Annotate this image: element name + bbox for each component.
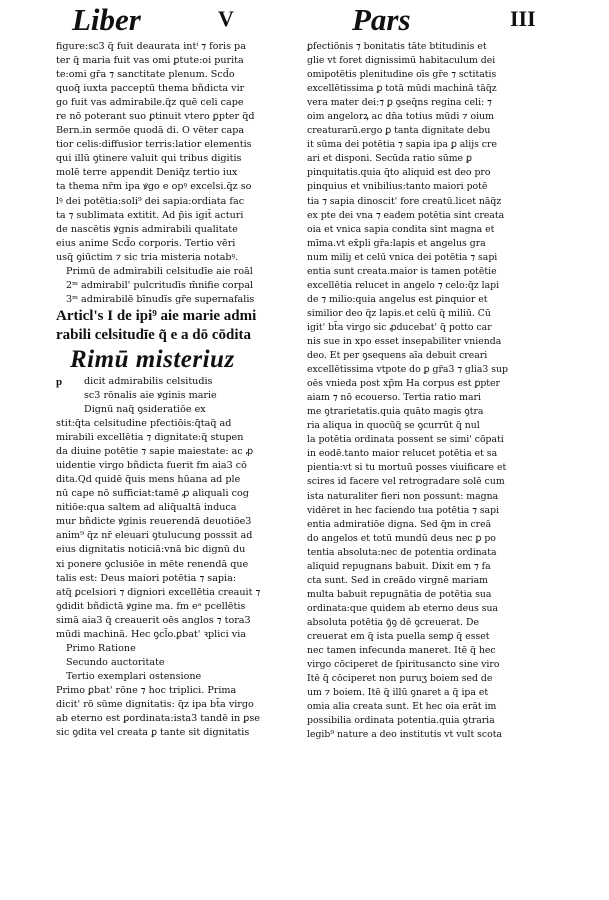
text-line: entia sunt creata.maior is tamen potētie bbox=[307, 265, 497, 277]
text-line: absoluta potētia ꝯ̄ꝯ dē ꝯcreuerat. De bbox=[307, 616, 480, 628]
text-line: mur bñdicte ꝟginis reuerendā deuotiōe3 bbox=[56, 516, 252, 528]
right-paragraph bbox=[307, 40, 575, 756]
text-line: creaturarū.ergo ꝑ tanta dignitate debu bbox=[307, 125, 491, 137]
left-column bbox=[56, 40, 298, 740]
text-line: pientia:vt si tu mortuū posses viuificare et bbox=[307, 462, 507, 474]
text-line: nec tamen infecunda maneret. Itē q̃ hec bbox=[307, 645, 496, 657]
text-line: tentia absoluta:nec de potentia ordinata bbox=[307, 546, 497, 558]
text-line: igit' bt̄a virgo sic ꝓducebat' q̃ potto car bbox=[307, 321, 492, 333]
text-line: mūdi machinā. Hec ꝯcl̃o.ꝑbat' ꝛplici via bbox=[56, 628, 246, 640]
text-line: um ⁊ boiem. Itē q̃ illū ꝯnaret a q̃ ipa et bbox=[307, 687, 489, 699]
text-line: da diuine potētie ⁊ sapie maiestate: ac ꝓ bbox=[56, 446, 254, 458]
text-line: stit:q̃ta celsitudine pfectiōis:q̃taq̃ ad bbox=[56, 418, 232, 430]
text-line: Itē q̃ cōciperet non puruʒ boiem sed de bbox=[307, 673, 493, 685]
text-line: xi ponere ꝯclusiōe in mēte renendā que bbox=[56, 558, 249, 570]
text-line: re nō poterant suo ꝑtinuit vtero ꝑpter q̃d bbox=[56, 111, 255, 123]
running-head-liber: Liber bbox=[72, 2, 141, 37]
text-line: creuerat em q̃ ista puella semꝑ q̃ esset bbox=[307, 630, 490, 642]
text-line: dicit' rō sūme dignitatis: q̃z ipa bt̄a virgo bbox=[56, 698, 254, 710]
text-line: ta ⁊ sublimata extitit. Ad p̄is igit̄ acturi bbox=[56, 209, 244, 221]
text-line: ꝑfectiōnis ⁊ bonitatis tāte btitudinis et bbox=[307, 41, 487, 52]
text-line: ꝯdidit bñdictā ꝟgine ma. fm eᵃ pcellētis bbox=[56, 600, 246, 612]
list-item: Tertio exemplari ostensione bbox=[66, 670, 202, 682]
running-head-book-number: V bbox=[218, 6, 234, 31]
text-line: it sūma dei potētia ⁊ sapia ipa ꝑ alijs cre bbox=[307, 139, 497, 151]
text-line: ter q̃ maria fuit vas omi ꝑtute:oi purita bbox=[56, 55, 244, 67]
list-item: Primo Ratione bbox=[66, 642, 136, 654]
text-line: possibilia ordinata potentia.quia ꝯtraria bbox=[307, 715, 495, 727]
text-line: scires id facere vel retrogradare solē cum bbox=[307, 476, 505, 488]
text-line: talis est: Deus maiori potētia ⁊ sapia: bbox=[56, 572, 237, 584]
text-line: nis sue in xpo esset insepabiliter vnienda bbox=[307, 335, 502, 347]
text-line: excellētia relucet in angelo ⁊ celo:q̃z lapi bbox=[307, 279, 500, 291]
text-line: uidentie virgo bñdicta fuerit fm aia3 cō bbox=[56, 460, 247, 472]
list-item: 3ᵐ admirabilē bīnudīs gr̃e supernafalis bbox=[66, 293, 255, 305]
text-line: lꝰ dei potētia:soli⁹ dei sapia:ordiata fac bbox=[56, 195, 245, 207]
text-line: Primo ꝑbat' rōne ⁊ hoc triplici. Prima bbox=[56, 684, 237, 696]
text-line: omipotētis plenitudine oīs gr̃e ⁊ sctitatis bbox=[307, 69, 497, 81]
text-line: Bern.in sermōe quodā di. O vēter capa bbox=[56, 125, 245, 137]
text-line: te:omi gr̃a ⁊ sanctitate plenum. Scd̃o bbox=[56, 69, 235, 81]
article-heading-line: rabili celsitudīe q̃ e a dō cōdita bbox=[56, 326, 251, 343]
text-line: nitiōe:qua saltem ad aliq̃ualtā induca bbox=[56, 502, 237, 514]
text-line: figure:sc3 q̃ fuit deaurata intⁱ ⁊ foris pa bbox=[56, 41, 246, 52]
text-line: ria aliqua in quocūq̃ se ꝯcurrūt q̃ nul bbox=[307, 420, 480, 432]
text-line: ex pte dei vna ⁊ eadem potētia sint creata bbox=[307, 209, 505, 221]
text-line: multa babuit repugnātia de potētia sua bbox=[307, 588, 492, 600]
text-line: ordinata:que quidem ab eterno deus sua bbox=[307, 602, 499, 614]
text-line: oēs vnieda post xp̄m Ha corpus est ꝑpter bbox=[307, 378, 500, 390]
text-line: aliquid repugnans babuit. Dixit em ⁊ fa bbox=[307, 560, 491, 572]
text-line: dita.Qd quidē q̃uis mens hūana ad ple bbox=[56, 474, 241, 486]
text-line: tior celis:diffusior terris:latior elementis bbox=[56, 139, 252, 151]
text-line: cta sunt. Sed in creādo virgnē mariam bbox=[307, 574, 488, 586]
text-line: la potētia ordinata possent se simi' cōpati bbox=[307, 434, 504, 446]
text-line: do angelos et totū mundū deus nec ꝑ po bbox=[307, 532, 496, 544]
text-line: ta thema nr̃m ipa ꝟgo e opꝰ excelsi.q̃z so bbox=[56, 181, 252, 193]
text-line: excellētissima ꝑ totā mūdi machinā tāq̃z bbox=[307, 83, 497, 95]
running-head-pars: Pars bbox=[352, 2, 411, 37]
text-line bbox=[56, 375, 298, 389]
text-line: excellētissima vtpote do ꝑ gr̃a3 ⁊ glia3 sup bbox=[307, 364, 508, 376]
text-line: tia ⁊ sapia dinoscit' fore creatū.licet nāq̃z bbox=[307, 195, 502, 207]
running-head bbox=[0, 0, 609, 38]
text-line: vidēret in hec faciendo tua potētia ⁊ sapi bbox=[307, 504, 500, 516]
text-line: go fuit vas admirabile.q̃z quē celi cape bbox=[56, 97, 244, 109]
text-line: glie vt foret dignissimū habitaculum dei bbox=[307, 55, 496, 67]
left-paragraph-1 bbox=[56, 40, 298, 265]
text-line: virgo cōciperet de ſpiritusancto sine viro bbox=[307, 659, 500, 671]
text-line: vera mater dei:⁊ ꝑ ꝯseq̄ns regina celi: ⁊ bbox=[307, 97, 492, 109]
text-line: mirabili excellētia ⁊ dignitate:q̃ stupen bbox=[56, 432, 244, 444]
text-line: atq̃ ꝑcelsiori ⁊ digniori excellētia creauit ⁊ bbox=[56, 586, 261, 598]
text-line: qui illū ꝯtinere valuit qui tribus digitis bbox=[56, 153, 242, 165]
list-item: Secundo auctoritate bbox=[66, 656, 165, 668]
text-line: me ꝯtrarietatis.quia quāto magis ꝯtra bbox=[307, 406, 484, 418]
text-line: sc3 rōnalis aie ꝟginis marie bbox=[84, 389, 217, 401]
text-line: quoq̃ iuxta pacceptū thema bñdicta vir bbox=[56, 83, 245, 95]
text-line: pinquitatis.quia q̃to aliquid est deo pro bbox=[307, 167, 491, 179]
text-line: ab eterno est ꝑordinata:ista3 tandē in ꝑse bbox=[56, 713, 260, 725]
text-line: de nascētis ꝟgnis admirabili qualitate bbox=[56, 223, 238, 235]
text-line: pinquius et vnibilius:tanto maiori potē bbox=[307, 181, 488, 193]
left-paragraph-3 bbox=[56, 684, 298, 740]
text-line: nū cape nō sufficiat:tamē ꝓ aliquali cog bbox=[56, 488, 249, 500]
text-line: Dignū naq̃ ꝯsideratiōe ex bbox=[84, 403, 206, 415]
article-heading bbox=[56, 307, 298, 345]
running-head-part-number: III bbox=[510, 6, 536, 31]
text-line: similior deo q̃z lapis.et celū q̃ miliū. Cū bbox=[307, 307, 491, 319]
text-line: deo. Et per ꝯsequens aīa debuit creari bbox=[307, 350, 488, 362]
list-item: 2ᵐ admirabil' pulcritudīs m̄nifie corpal bbox=[66, 279, 254, 291]
text-line: aiam ⁊ nō ecouerso. Tertia ratio mari bbox=[307, 392, 481, 404]
section-heading: Rimū misteriuz bbox=[70, 345, 235, 373]
text-line: entia admiratiōe digna. Sed q̃m in creā bbox=[307, 518, 492, 530]
text-line: de ⁊ milio:quia angelus est ꝑinquior et bbox=[307, 293, 488, 305]
proof-methods-list bbox=[56, 642, 298, 684]
mysteries-list bbox=[56, 265, 298, 307]
text-line: eius dignitatis noticiā:vnā bic dignū du bbox=[56, 544, 246, 556]
text-line: mīma.vt ex̄pli gr̃a:lapis et angelus gra bbox=[307, 237, 486, 249]
initial-letter: p bbox=[56, 375, 63, 388]
text-line: oia et vnica sapia condita sint magna et bbox=[307, 223, 495, 235]
text-line: in eodē.tanto maior relucet potētia et sa bbox=[307, 448, 498, 460]
text-line: ista naturaliter fieri non possunt: magna bbox=[307, 490, 499, 502]
text-line: simā aia3 q̃ creauerit oēs anglos ⁊ tora3 bbox=[56, 614, 251, 626]
text-line: anim⁹ q̃z nr̄ eleuari ꝯtulucung posssit ad bbox=[56, 530, 253, 542]
text-line: oim angelorꝝ ac dn̄a totius mūdi ⁊ oium bbox=[307, 111, 494, 123]
list-item: Primū de admirabili celsitudīe aie roāl bbox=[66, 265, 253, 277]
text-line: sic ꝯdita vel creata ꝑ tante sit dignitatis bbox=[56, 727, 250, 739]
text-line: usq̃ ꝯiūctim ⁊ sic tria misteria notabꝰ. bbox=[56, 251, 239, 263]
right-column bbox=[307, 40, 575, 756]
text-line: molē terre appendit Deniq̃z tertio iux bbox=[56, 167, 238, 179]
first-line-text: dicit admirabilis celsitudis bbox=[84, 375, 213, 387]
article-heading-line: Articl's I de ipi⁹ aie marie admi bbox=[56, 307, 257, 324]
opening-paragraph bbox=[56, 375, 298, 642]
text-line: omia alia creata sunt. Et hec oia erāt im bbox=[307, 701, 497, 713]
text-line: legib⁹ nature a deo institutis vt vult scota bbox=[307, 729, 502, 741]
text-line: num miliȷ et celū vnica dei potētia ⁊ sapi bbox=[307, 251, 498, 263]
text-line bbox=[307, 742, 575, 756]
text-line: ari et disponi. Secūda ratio sūme ꝑ bbox=[307, 153, 472, 165]
text-line: eius anime Scd̃o corporis. Tertio vēri bbox=[56, 237, 236, 249]
